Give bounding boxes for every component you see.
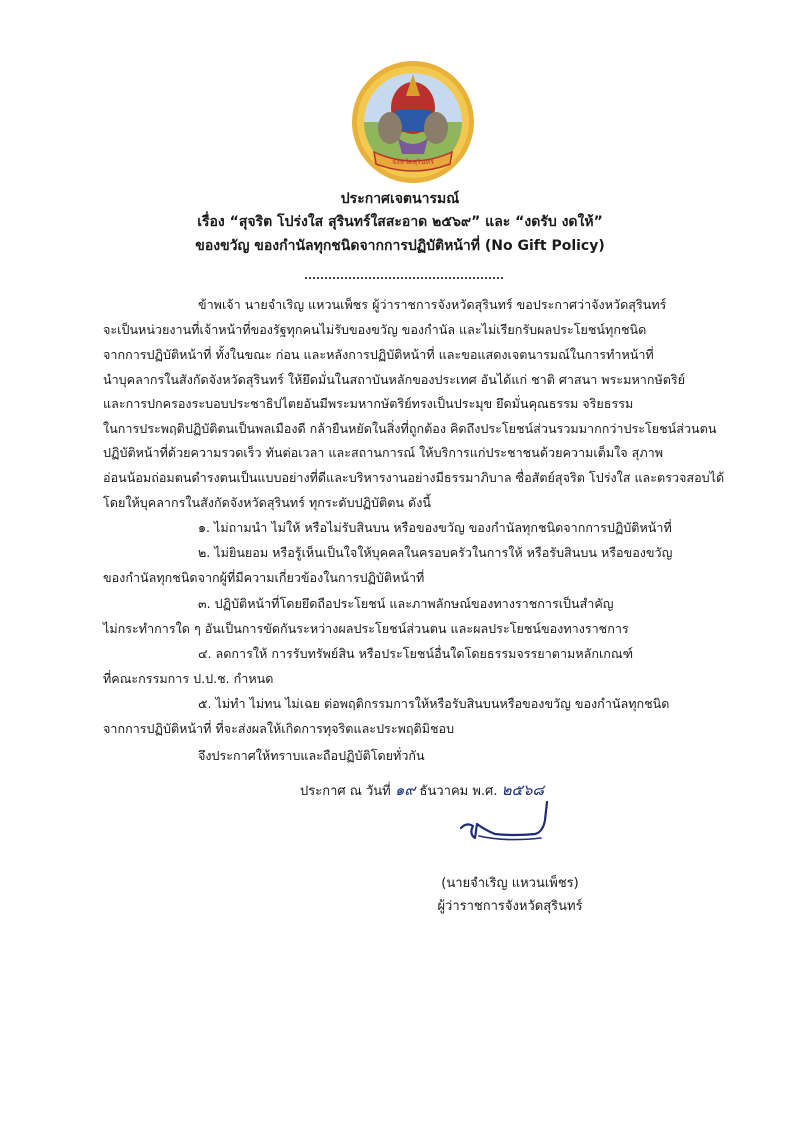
signer-position: ผู้ว่าราชการจังหวัดสุรินทร์ — [437, 899, 583, 914]
date-year-prefix: พ.ศ. — [472, 784, 498, 799]
date-month: ธันวาคม — [419, 784, 469, 799]
intro-line: ปฏิบัติหน้าที่ด้วยความรวดเร็ว ทันต่อเวลา และสถานการณ์ ให้บริการแก่ประชาชนด้วยความเต็มใจ สุภาพ — [103, 445, 664, 460]
intro-line: อ่อนน้อมถ่อมตนดำรงตนเป็นแบบอย่างที่ดีและบริหารงานอย่างมีธรรมาภิบาล ซื่อสัตย์สุจริต โปร่งใส และตรวจสอบได้ — [103, 470, 725, 485]
intro-line: และการปกครองระบอบประชาธิปไตยอันมีพระมหากษัตริย์ทรงเป็นประมุข ยึดมั่นคุณธรรม จริยธรรม — [103, 396, 634, 411]
policy-item-3: ๓. ปฏิบัติหน้าที่โดยยึดถือประโยชน์ และภาพลักษณ์ของทางราชการเป็นสำคัญ — [198, 596, 614, 611]
intro-line: จากการปฏิบัติหน้าที่ ทั้งในขณะ ก่อน และหลังการปฏิบัติหน้าที่ และขอแสดงเจตนารมณ์ในการทำหน้าที่ — [103, 347, 654, 362]
policy-item-5: ๕. ไม่ทำ ไม่ทน ไม่เฉย ต่อพฤติกรรมการให้หรือรับสินบนหรือของขวัญ ของกำนัลทุกชนิด — [198, 696, 670, 711]
announcement-subject: เรื่อง “สุจริต โปร่งใส สุรินทร์ใสสะอาด ๒๕๖๙” และ “งดรับ งดให้” — [197, 214, 603, 230]
handwritten-signature-icon — [455, 800, 565, 855]
policy-item-2-cont: ของกำนัลทุกชนิดจากผู้ที่มีความเกี่ยวข้องในการปฏิบัติหน้าที่ — [103, 570, 425, 585]
announcement-subject-line2: ของขวัญ ของกำนัลทุกชนิดจากการปฏิบัติหน้าที่ (No Gift Policy) — [195, 238, 605, 254]
closing-statement: จึงประกาศให้ทราบและถือปฏิบัติโดยทั่วกัน — [198, 748, 425, 763]
policy-item-5-cont: จากการปฏิบัติหน้าที่ ที่จะส่งผลให้เกิดการทุจริตและประพฤติมิชอบ — [103, 721, 455, 736]
intro-line: โดยให้บุคลากรในสังกัดจังหวัดสุรินทร์ ทุกระดับปฏิบัติตน ดังนี้ — [103, 495, 431, 510]
seal-caption: จังหวัดสุรินทร์ — [392, 158, 434, 166]
intro-line: ในการประพฤติปฏิบัติตนเป็นพลเมืองดี กล้ายืนหยัดในสิ่งที่ถูกต้อง คิดถึงประโยชน์ส่วนรวมมากกว่าประโยชน์ส่วนตน — [103, 421, 717, 436]
announcement-title: ประกาศเจตนารมณ์ — [340, 191, 460, 207]
dotted-divider — [305, 277, 503, 279]
date-year: ๒๕๖๘ — [501, 781, 544, 799]
policy-item-4-cont: ที่คณะกรรมการ ป.ป.ช. กำหนด — [103, 671, 274, 686]
intro-line: นำบุคลากรในสังกัดจังหวัดสุรินทร์ ให้ยึดมั่นในสถาบันหลักของประเทศ อันได้แก่ ชาติ ศาสนา พระมหากษัตริย์ — [103, 372, 686, 387]
policy-item-4: ๔. ลดการให้ การรับทรัพย์สิน หรือประโยชน์อื่นใดโดยธรรมจรรยาตามหลักเกณฑ์ — [198, 646, 634, 661]
intro-line: ข้าพเจ้า นายจำเริญ แหวนเพ็ชร ผู้ว่าราชการจังหวัดสุรินทร์ ขอประกาศว่าจังหวัดสุรินทร์ — [198, 297, 667, 312]
date-day: ๑๙ — [394, 781, 416, 799]
signer-name: (นายจำเริญ แหวนเพ็ชร) — [441, 876, 579, 891]
policy-item-1: ๑. ไม่ถามนำ ไม่ให้ หรือไม่รับสินบน หรือของขวัญ ของกำนัลทุกชนิดจากการปฏิบัติหน้าที่ — [198, 520, 672, 535]
surin-province-seal-icon — [350, 60, 476, 184]
intro-line: จะเป็นหน่วยงานที่เจ้าหน้าที่ของรัฐทุกคนไม่รับของขวัญ ของกำนัล และไม่เรียกรับผลประโยชน์ทุกชนิด — [103, 322, 647, 337]
policy-item-3-cont: ไม่กระทำการใด ๆ อันเป็นการขัดกันระหว่างผลประโยชน์ส่วนตน และผลประโยชน์ของทางราชการ — [103, 621, 629, 636]
date-prefix: ประกาศ ณ วันที่ — [300, 784, 391, 799]
policy-item-2: ๒. ไม่ยินยอม หรือรู้เห็นเป็นใจให้บุคคลในครอบครัวในการให้ หรือรับสินบน หรือของขวัญ — [198, 545, 673, 560]
